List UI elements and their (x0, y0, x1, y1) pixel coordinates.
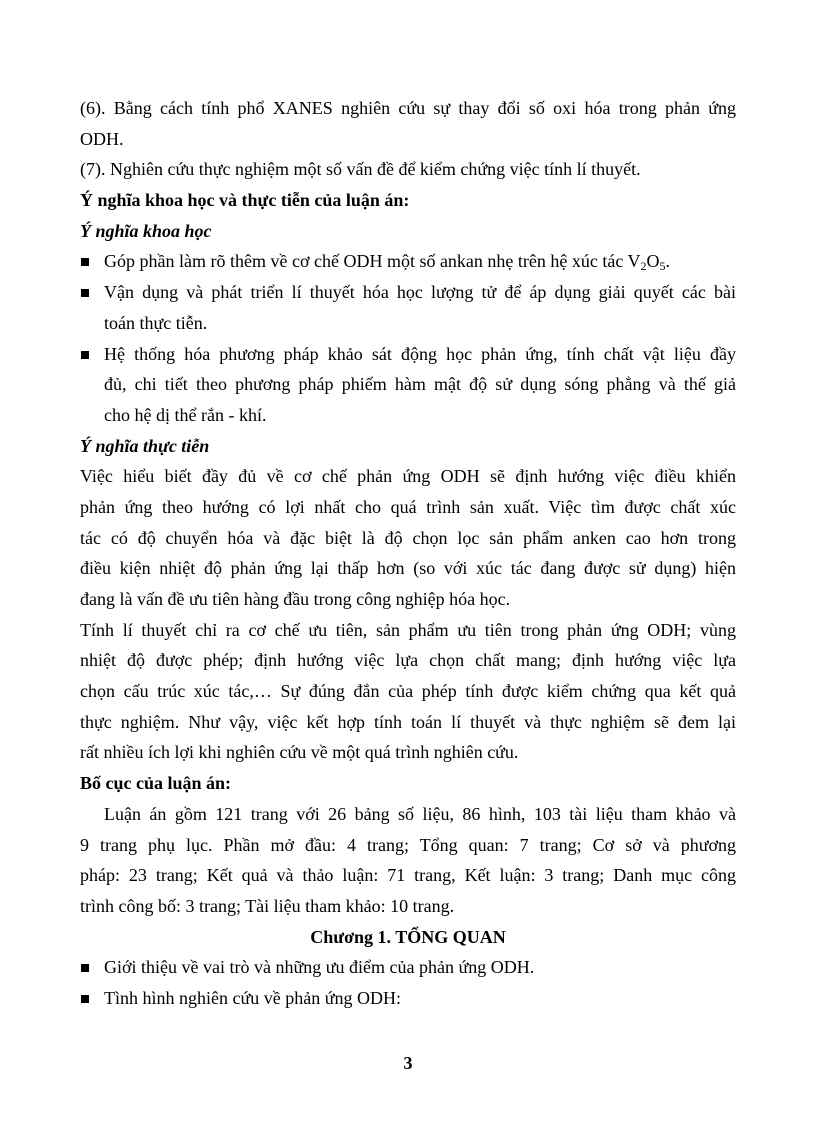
text-line: (6). Bằng cách tính phổ XANES nghiên cứu sự thay đổi số oxi hóa trong phản ứng (80, 98, 736, 118)
bullet-item (80, 277, 736, 308)
text-line: toán thực tiễn. (104, 312, 208, 333)
text-line: đang là vấn đề ưu tiên hàng đầu trong công nghiệp hóa học. (80, 589, 511, 609)
text-line: tác có độ chuyển hóa và đặc biệt là độ chọn lọc sản phẩm anken cao hơn trong (80, 527, 736, 548)
text-line: pháp: 23 trang; Kết quả và thảo luận: 71 trang, Kết luận: 3 trang; Danh mục công (80, 865, 736, 886)
bullet-item (80, 983, 736, 1014)
bullet-item (80, 952, 736, 983)
subscript: 5 (659, 259, 666, 274)
bullet-item (80, 339, 736, 370)
square-bullet-icon (81, 289, 89, 297)
text-line: rất nhiều ích lợi khi nghiên cứu về một quá trình nghiên cứu. (80, 742, 519, 763)
text-line: Tính lí thuyết chỉ ra cơ chế ưu tiên, sản phẩm ưu tiên trong phản ứng ODH; vùng (80, 619, 736, 640)
page-number: 3 (403, 1053, 413, 1073)
section-heading: Ý nghĩa khoa học và thực tiễn của luận án: (80, 190, 410, 211)
text-line: cho hệ dị thể rắn - khí. (104, 404, 267, 425)
bullet-item (80, 246, 736, 277)
bullet-text: Góp phần làm rõ thêm về cơ chế ODH một số ankan nhẹ trên hệ xúc tác V (104, 251, 641, 272)
text-line: 9 trang phụ lục. Phần mở đầu: 4 trang; Tổng quan: 7 trang; Cơ sở và phương (80, 834, 736, 855)
section-heading: Bố cục của luận án: (80, 773, 232, 794)
square-bullet-icon (81, 964, 89, 972)
square-bullet-icon (81, 258, 89, 266)
text-line: điều kiện nhiệt độ phản ứng lại thấp hơn (so với xúc tác đang được sử dụng) hiện (80, 558, 736, 579)
bullet-text: Tình hình nghiên cứu về phản ứng ODH: (104, 987, 401, 1008)
text-line: nhiệt độ được phép; định hướng việc lựa chọn chất mang; định hướng việc lựa (80, 650, 736, 671)
text-line: chọn cấu trúc xúc tác,… Sự đúng đắn của phép tính được kiểm chứng qua kết quả (80, 681, 736, 702)
bullet-text: Vận dụng và phát triển lí thuyết hóa học lượng tử để áp dụng giải quyết các bài (104, 282, 736, 303)
text-line: Luận án gồm 121 trang với 26 bảng số liệu, 86 hình, 103 tài liệu tham khảo và (104, 803, 736, 824)
text-line: (7). Nghiên cứu thực nghiệm một số vấn đề để kiểm chứng việc tính lí thuyết. (80, 159, 641, 180)
text-line: Việc hiểu biết đầy đủ về cơ chế phản ứng ODH sẽ định hướng việc điều khiển (80, 466, 736, 487)
document-page (80, 93, 736, 1014)
bullet-text: O (646, 251, 660, 272)
subsection-heading: Ý nghĩa khoa học (80, 220, 212, 241)
chapter-title: Chương 1. TỔNG QUAN (310, 926, 506, 947)
bullet-text: . (665, 251, 671, 272)
subscript: 2 (640, 259, 647, 274)
text-line: đủ, chi tiết theo phương pháp phiếm hàm mật độ sử dụng sóng phẳng và thế giả (104, 374, 736, 395)
text-line: trình công bố: 3 trang; Tài liệu tham khảo: 10 trang. (80, 895, 455, 916)
bullet-text: Hệ thống hóa phương pháp khảo sát động học phản ứng, tính chất vật liệu đầy (104, 343, 736, 364)
square-bullet-icon (81, 351, 89, 359)
text-line: thực nghiệm. Như vậy, việc kết hợp tính toán lí thuyết và thực nghiệm sẽ đem lại (80, 711, 736, 732)
text-line: ODH. (80, 128, 124, 149)
bullet-text: Giới thiệu về vai trò và những ưu điểm của phản ứng ODH. (104, 957, 535, 978)
text-line: phản ứng theo hướng có lợi nhất cho quá trình sản xuất. Việc tìm được chất xúc (80, 496, 736, 517)
subsection-heading: Ý nghĩa thực tiễn (80, 435, 210, 456)
square-bullet-icon (81, 995, 89, 1003)
